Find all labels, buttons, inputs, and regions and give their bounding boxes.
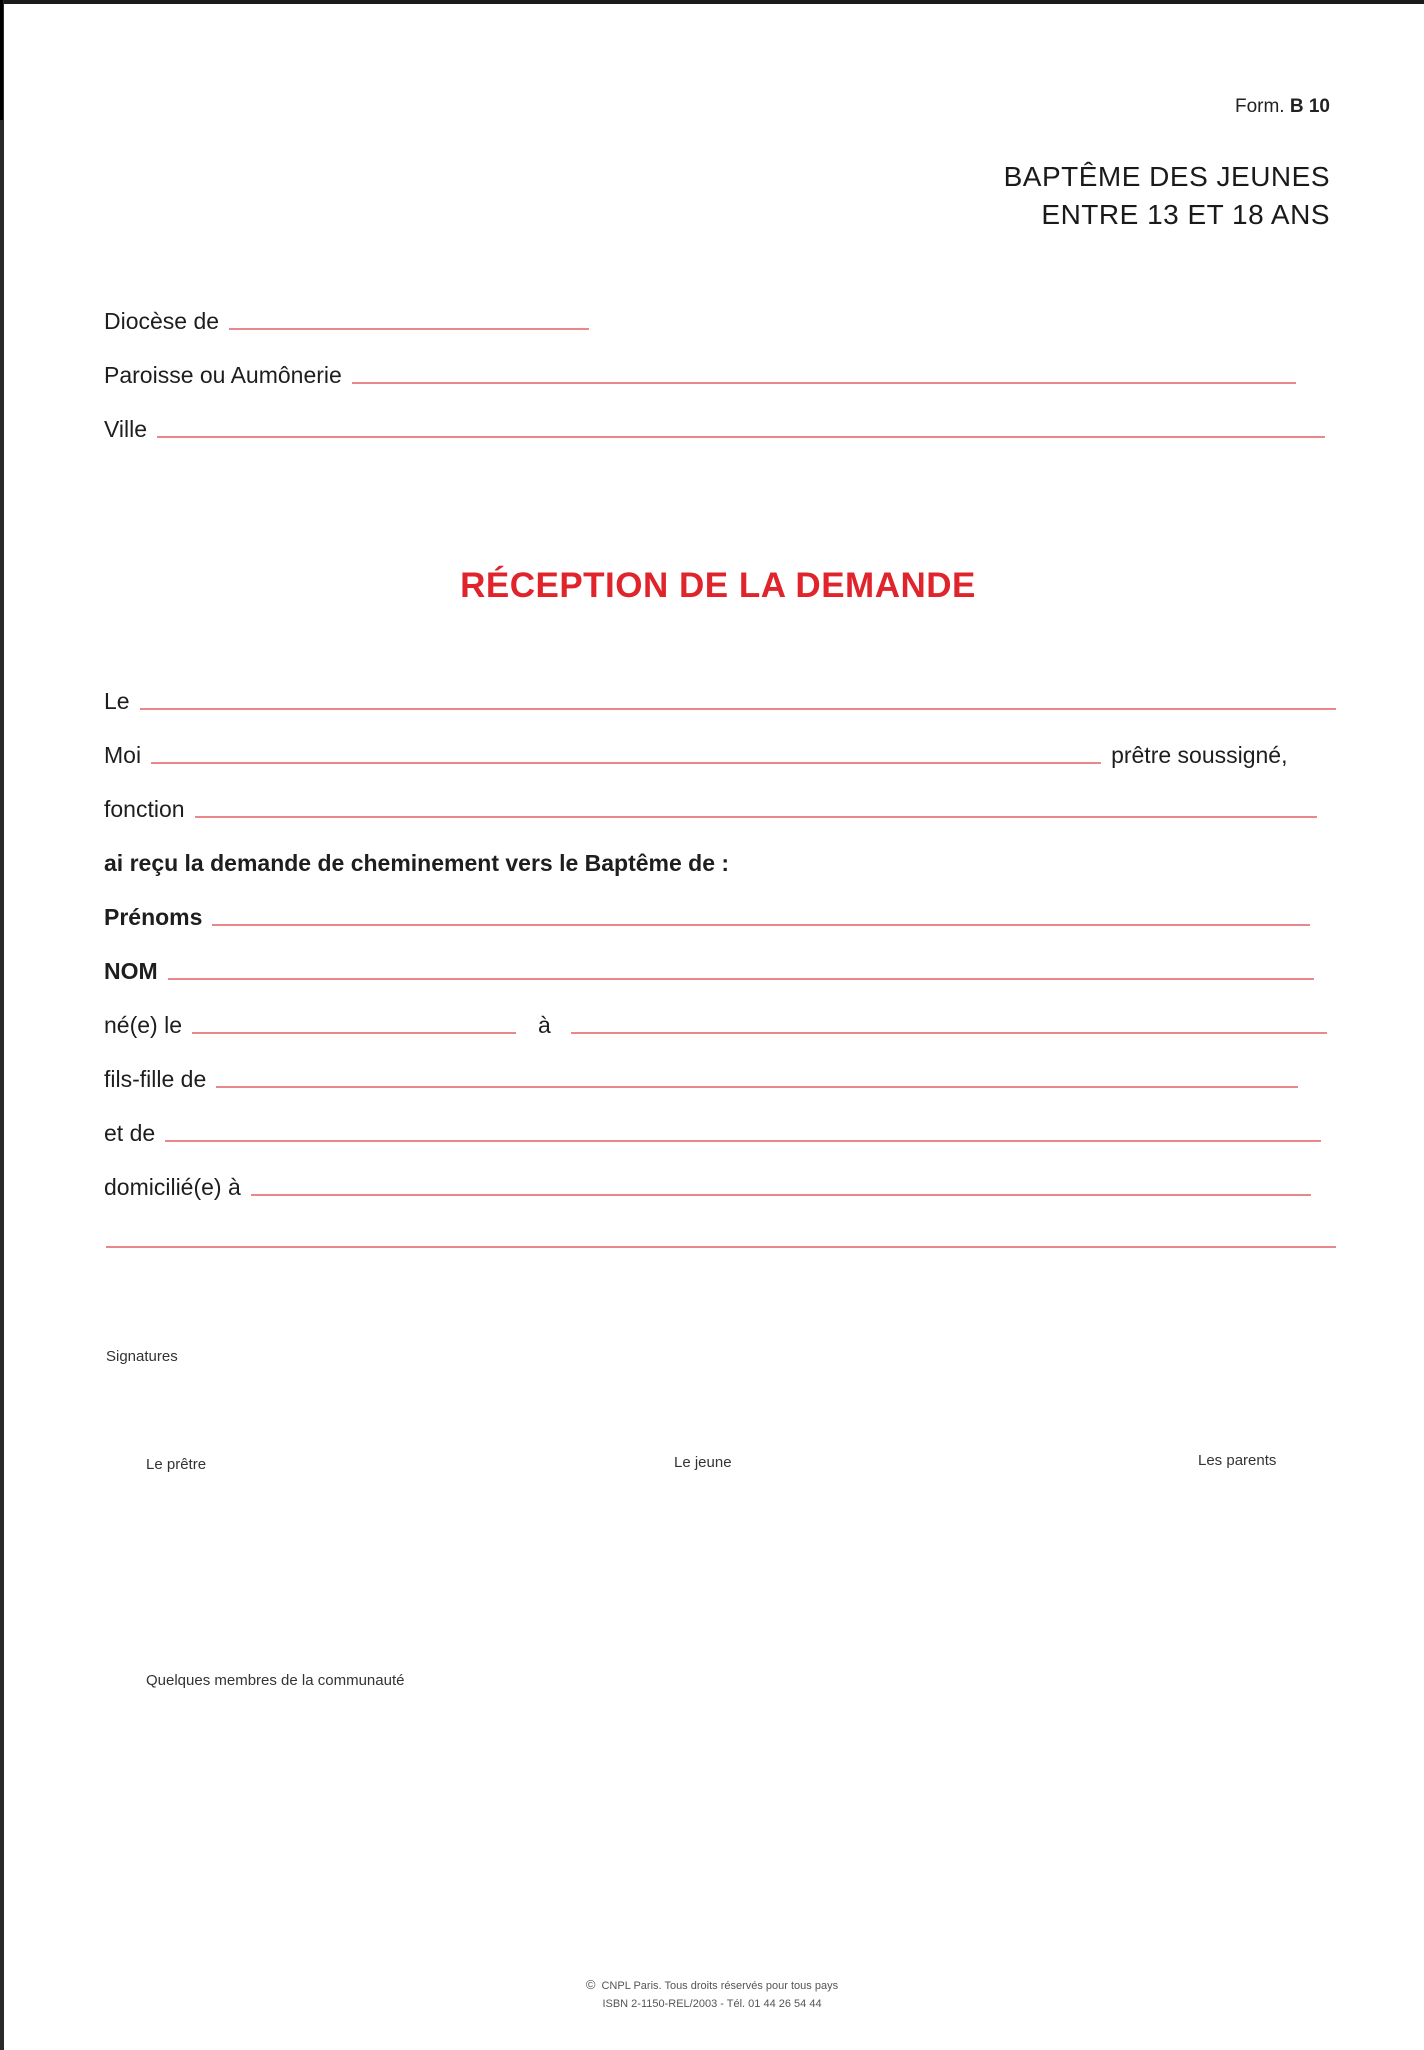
title-line-1: BAPTÊME DES JEUNES <box>1003 161 1330 192</box>
nom-row <box>104 958 1314 985</box>
signature-communaute: Quelques membres de la communauté <box>146 1672 405 1689</box>
prenoms-field[interactable] <box>212 923 1310 926</box>
prenoms-label: Prénoms <box>104 904 203 930</box>
et-de-row <box>104 1120 1321 1147</box>
diocese-label: Diocèse de <box>104 308 220 334</box>
form-number: B 10 <box>1289 96 1330 117</box>
nom-field[interactable] <box>168 977 1314 980</box>
filiation-row <box>104 1066 1298 1093</box>
le-row <box>104 688 1336 715</box>
diocese-field[interactable] <box>229 327 589 330</box>
statement-row <box>104 850 729 877</box>
moi-label: Moi <box>104 742 142 768</box>
address-field[interactable] <box>251 1193 1311 1196</box>
birth-date-field[interactable] <box>192 1031 516 1034</box>
signature-parents: Les parents <box>1198 1452 1277 1469</box>
birth-place-field[interactable] <box>571 1031 1327 1034</box>
title-line-2: ENTRE 13 ET 18 ANS <box>1041 199 1330 230</box>
fonction-row <box>104 796 1317 823</box>
et-de-label: et de <box>104 1120 156 1146</box>
priest-name-field[interactable] <box>151 761 1101 764</box>
footer-line-1: CNPL Paris. Tous droits réservés pour tous pays <box>601 1980 839 1992</box>
signature-pretre: Le prêtre <box>146 1456 207 1473</box>
pretre-soussigne-label: prêtre soussigné, <box>1111 742 1288 768</box>
nom-label: NOM <box>104 958 158 984</box>
fonction-field[interactable] <box>195 815 1317 818</box>
date-field[interactable] <box>140 707 1336 710</box>
document-title <box>1004 158 1330 234</box>
signatures-heading: Signatures <box>106 1348 178 1365</box>
footer <box>0 1976 1424 2013</box>
prenoms-row <box>104 904 1310 931</box>
ville-field[interactable] <box>157 435 1325 438</box>
naissance-row <box>104 1012 1327 1039</box>
diocese-row <box>104 308 589 335</box>
paroisse-label: Paroisse ou Aumônerie <box>104 362 342 388</box>
footer-line-2: ISBN 2-1150-REL/2003 - Tél. 01 44 26 54 44 <box>602 1998 822 2010</box>
scan-edge-left <box>0 0 4 2050</box>
section-title: RÉCEPTION DE LA DEMANDE <box>460 566 976 605</box>
form-label: Form. <box>1234 96 1285 117</box>
scan-edge-top <box>0 0 1424 4</box>
copyright-icon: © <box>585 1977 596 1992</box>
parent2-field[interactable] <box>165 1139 1321 1142</box>
ville-row <box>104 416 1325 443</box>
a-label: à <box>537 1012 551 1038</box>
paroisse-field[interactable] <box>352 381 1296 384</box>
statement-text: ai reçu la demande de cheminement vers le Baptême de : <box>104 850 730 876</box>
fonction-label: fonction <box>104 796 185 822</box>
signature-jeune: Le jeune <box>674 1454 732 1471</box>
paroisse-row <box>104 362 1296 389</box>
ville-label: Ville <box>104 416 148 442</box>
domicilie-label: domicilié(e) à <box>104 1174 241 1200</box>
moi-row <box>104 742 1288 769</box>
fils-fille-label: fils-fille de <box>104 1066 207 1092</box>
parent1-field[interactable] <box>216 1085 1298 1088</box>
ne-le-label: né(e) le <box>104 1012 182 1038</box>
address-field-line2[interactable] <box>106 1246 1336 1248</box>
domicile-row <box>104 1174 1311 1201</box>
le-label: Le <box>104 688 130 714</box>
scan-edge-corner <box>0 0 3 120</box>
form-code <box>1235 96 1330 118</box>
